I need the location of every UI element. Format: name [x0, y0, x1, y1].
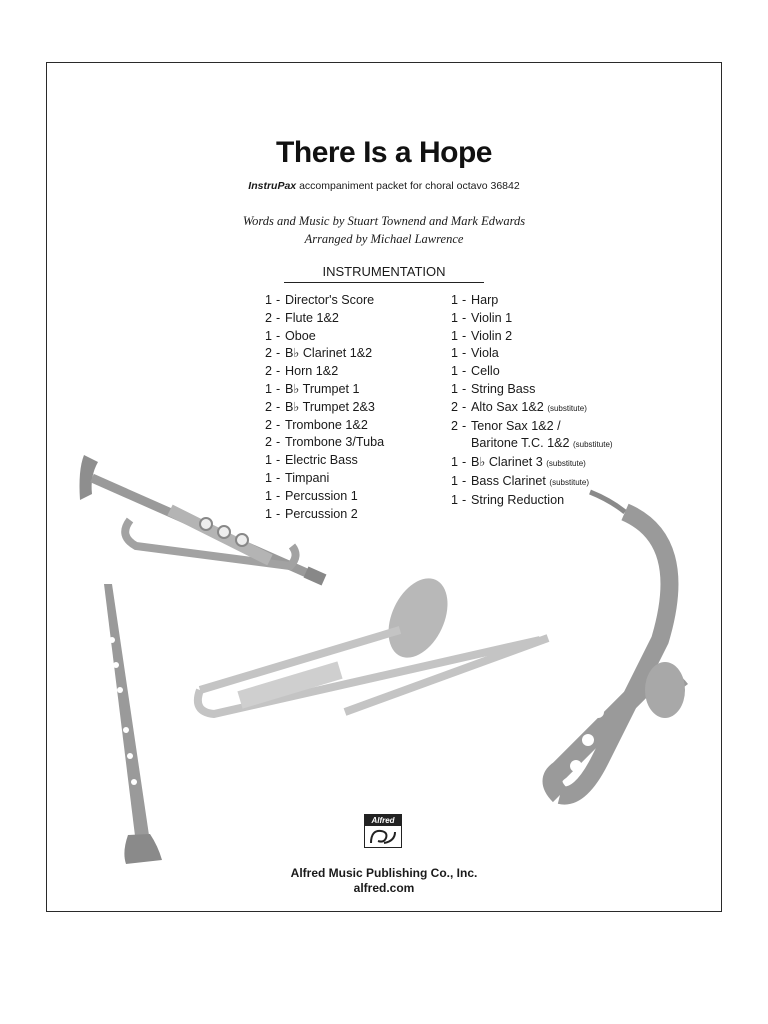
instrument-count: 1 [265, 381, 273, 396]
instrument-count: 2 [451, 418, 459, 433]
separator: - [276, 310, 281, 325]
instrument-row [265, 381, 384, 399]
separator: - [276, 381, 281, 396]
separator: - [276, 506, 281, 521]
publisher-name: Alfred Music Publishing Co., Inc. [290, 866, 478, 880]
instrument-row [451, 381, 613, 399]
instrument-name: B♭ Clarinet 3 [471, 455, 543, 470]
instrument-name: Tenor Sax 1&2 / [471, 418, 561, 433]
instrument-row [265, 363, 384, 381]
instrument-count: 2 [265, 346, 273, 361]
instrument-row [451, 492, 613, 510]
instrument-row [451, 454, 613, 473]
instrument-count: 2 [265, 417, 273, 432]
separator: - [276, 328, 281, 343]
separator: - [276, 346, 281, 361]
separator: - [276, 364, 281, 379]
instrument-name: Viola [471, 346, 499, 361]
saxophone-icon [553, 492, 686, 796]
credits-words-music: Words and Music by Stuart Townend and Mark Edwards [242, 214, 526, 228]
instrument-name: B♭ Trumpet 2&3 [285, 399, 375, 414]
separator: - [462, 399, 467, 414]
instrument-name: Percussion 2 [285, 506, 358, 521]
substitute-note: (substitute) [549, 477, 589, 487]
substitute-note: (substitute) [546, 459, 586, 469]
instrument-count: 1 [265, 453, 273, 468]
instrument-row [451, 292, 613, 310]
instrument-name: Cello [471, 364, 500, 379]
separator: - [462, 455, 467, 470]
substitute-note: (substitute) [572, 440, 613, 450]
instrument-name: Flute 1&2 [285, 310, 339, 325]
instrument-row [265, 452, 384, 470]
clarinet-icon [104, 584, 162, 864]
separator: - [276, 488, 281, 503]
separator: - [462, 293, 467, 307]
instrument-row [265, 506, 384, 524]
instrument-name: Percussion 1 [285, 488, 358, 503]
separator: - [276, 453, 281, 468]
instrument-count: 1 [265, 328, 273, 343]
trombone-icon [198, 569, 548, 714]
instrument-row [265, 399, 384, 417]
separator: - [462, 310, 467, 325]
separator: - [276, 435, 281, 450]
instrument-row [451, 328, 613, 346]
instrument-count: 1 [451, 293, 459, 307]
instrument-row [451, 473, 613, 492]
instrument-count: 1 [265, 293, 273, 307]
instrument-count: 2 [451, 399, 459, 414]
instrument-name: String Reduction [471, 492, 565, 507]
instrument-count: 1 [451, 328, 459, 343]
instrument-count: 1 [265, 506, 273, 521]
instrument-count: 1 [451, 381, 459, 396]
instrument-row [265, 434, 384, 452]
subtitle-brand: InstruPax [248, 180, 297, 192]
instrument-row [451, 418, 613, 436]
separator: - [462, 381, 467, 396]
separator: - [462, 492, 467, 507]
separator: - [462, 418, 467, 433]
separator: - [462, 346, 467, 361]
instrument-name: Harp [471, 293, 499, 307]
instrument-row [265, 310, 384, 328]
instrument-row [265, 328, 384, 346]
instrument-row [265, 470, 384, 488]
instrument-name: Violin 1 [471, 310, 513, 325]
instrument-name: Oboe [285, 328, 316, 343]
instrument-name: B♭ Trumpet 1 [285, 381, 360, 396]
instrument-count: 1 [451, 473, 459, 488]
instrument-name: String Bass [471, 381, 536, 396]
instrument-count: 1 [451, 455, 459, 470]
logo-word: Alfred [365, 815, 401, 826]
instrument-name: Baritone T.C. 1&2 [471, 436, 570, 451]
instrument-name: Bass Clarinet [471, 473, 546, 488]
substitute-note: (substitute) [547, 403, 587, 413]
instrument-count: 2 [265, 310, 273, 325]
instrument-name: Director's Score [285, 293, 375, 307]
instrument-count: 1 [265, 470, 273, 485]
instrument-row [265, 292, 384, 310]
instrument-count: 2 [265, 399, 273, 414]
instrumentation-list-left [265, 292, 384, 523]
instrument-row [265, 488, 384, 506]
instrument-count: 2 [265, 364, 273, 379]
instrument-count: 2 [265, 435, 273, 450]
logo-mark-icon [368, 828, 398, 846]
instrument-row-continued [451, 435, 613, 454]
credits-arranger: Arranged by Michael Lawrence [304, 232, 464, 246]
separator: - [276, 293, 281, 307]
page-title: There Is a Hope [276, 136, 492, 169]
instrument-name: B♭ Clarinet 1&2 [285, 346, 373, 361]
instrument-name: Electric Bass [285, 453, 358, 468]
separator: - [276, 470, 281, 485]
subtitle-text: accompaniment packet for choral octavo 36842 [296, 180, 520, 192]
publisher-site: alfred.com [353, 881, 415, 895]
instrument-name: Trombone 1&2 [285, 417, 368, 432]
instrument-count: 1 [451, 346, 459, 361]
credits [0, 212, 768, 248]
instrument-count: 1 [451, 492, 459, 507]
separator: - [276, 417, 281, 432]
instrument-row [451, 399, 613, 418]
separator: - [462, 473, 467, 488]
instrument-name: Horn 1&2 [285, 364, 339, 379]
instrumentation-heading: INSTRUMENTATION [284, 264, 484, 283]
instrument-name: Trombone 3/Tuba [285, 435, 385, 450]
instrument-row [451, 345, 613, 363]
instrument-row [451, 363, 613, 381]
instrument-name: Violin 2 [471, 328, 513, 343]
instrument-row [451, 310, 613, 328]
instrument-count: 1 [265, 488, 273, 503]
instrument-count: 1 [451, 310, 459, 325]
instrument-count: 1 [451, 364, 459, 379]
separator: - [276, 399, 281, 414]
publisher-info [0, 866, 768, 896]
instrument-name: Alto Sax 1&2 [471, 399, 544, 414]
instrumentation-list-right [451, 292, 613, 510]
alfred-logo [364, 814, 402, 848]
instrument-name: Timpani [285, 470, 330, 485]
instrument-row [265, 345, 384, 363]
separator: - [462, 364, 467, 379]
separator: - [462, 328, 467, 343]
instrument-row [265, 417, 384, 435]
subtitle [0, 180, 768, 192]
